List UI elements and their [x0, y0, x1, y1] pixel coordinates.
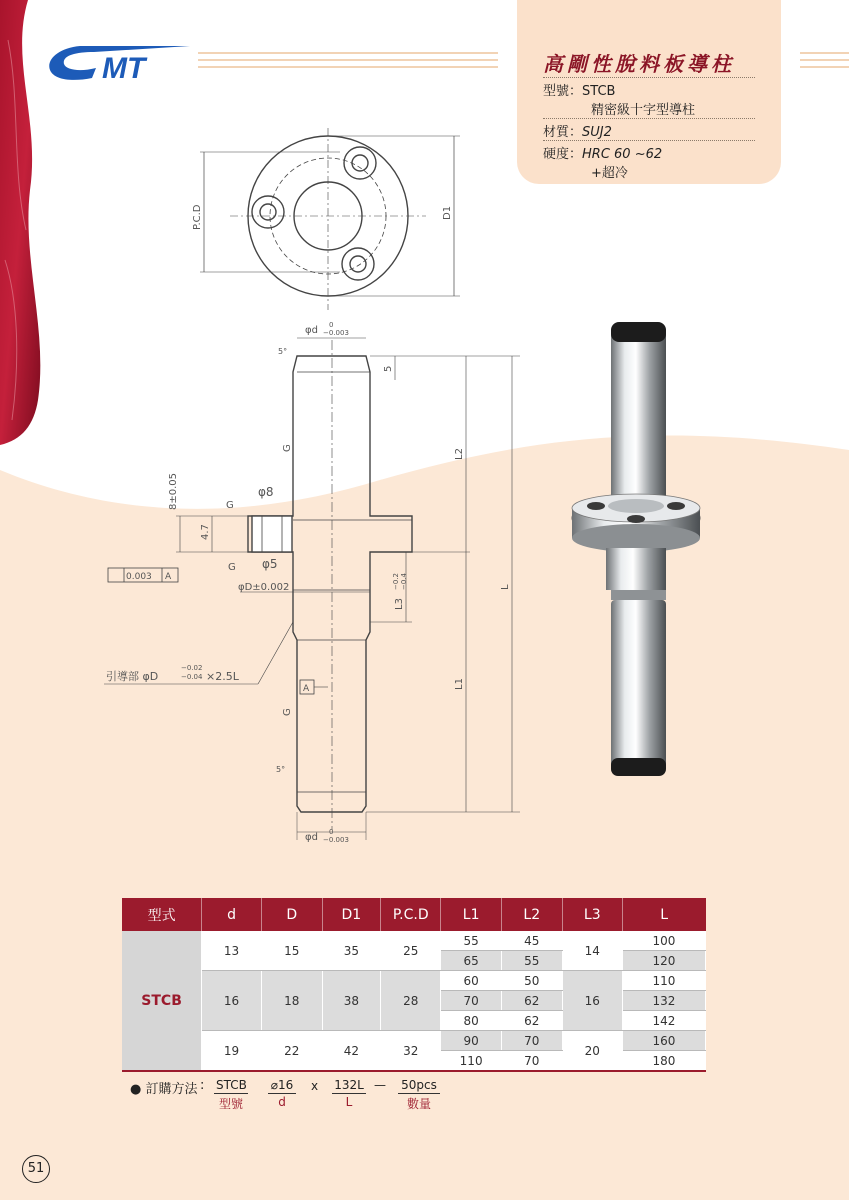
pcd-label: P.C.D [192, 204, 203, 230]
l-label: L [500, 584, 511, 590]
cell-L3: 16 [562, 971, 622, 1031]
h805-label: 8±0.05 [168, 472, 179, 510]
g-mark: G [282, 444, 293, 452]
order-item [332, 1078, 366, 1109]
d-tol-top-sup: 0 [329, 321, 334, 329]
d-tolerance-bottom: φd [305, 832, 318, 843]
brand-logo [40, 38, 190, 90]
cell-L2: 45 [501, 931, 562, 951]
order-value: 132L [332, 1078, 366, 1094]
order-sep-dash: — [374, 1078, 386, 1092]
cell-L1: 90 [441, 1031, 501, 1051]
order-value: STCB [216, 1078, 247, 1092]
order-label: ● 訂購方法 [130, 1082, 198, 1097]
order-item [268, 1078, 296, 1109]
order-caption: d [278, 1095, 286, 1109]
order-caption: 數量 [406, 1097, 431, 1111]
cell-L1: 60 [441, 971, 501, 991]
order-item [214, 1078, 248, 1112]
model-desc: 精密級十字型導柱 [591, 103, 696, 118]
l2-label: L2 [454, 448, 465, 460]
cell-d: 16 [202, 971, 262, 1031]
col-header: L [622, 898, 705, 931]
cell-D1: 42 [322, 1031, 380, 1072]
cell-d: 13 [202, 931, 262, 971]
cell-L: 132 [622, 991, 705, 1011]
material-label: 材質： [543, 125, 583, 140]
logo-text: MT [102, 52, 146, 85]
col-header: D [261, 898, 322, 931]
cell-L1: 55 [441, 931, 501, 951]
d-tol-bottom-sub: −0.003 [323, 836, 349, 844]
order-value: 50pcs [398, 1078, 440, 1094]
cell-L1: 70 [441, 991, 501, 1011]
dia5-label: φ5 [262, 557, 278, 571]
datum-A: A [303, 684, 310, 694]
product-photo [560, 315, 710, 785]
d1-label: D1 [442, 205, 453, 220]
col-header: d [202, 898, 262, 931]
cell-L: 120 [622, 951, 705, 971]
g-mark: G [228, 562, 236, 573]
cell-pcd: 25 [381, 931, 441, 971]
guide-sub: −0.04 [181, 673, 203, 681]
technical-drawing [100, 120, 540, 860]
cell-L3: 20 [562, 1031, 622, 1072]
material-row [543, 121, 612, 140]
divider [543, 140, 755, 141]
model-label: 型號： [543, 84, 583, 99]
dimension-table [122, 898, 706, 1072]
table-row [122, 1031, 706, 1051]
hardness-row [543, 143, 662, 162]
hardness-label: 硬度： [543, 147, 583, 162]
material-value: SUJ2 [582, 125, 612, 140]
col-header: P.C.D [381, 898, 441, 931]
dim-5: 5 [383, 365, 394, 372]
cell-pcd: 28 [381, 971, 441, 1031]
cell-L3: 14 [562, 931, 622, 971]
product-title: 高剛性脫料板導柱 [543, 52, 735, 76]
divider [543, 118, 755, 119]
col-header: D1 [322, 898, 380, 931]
cell-pcd: 32 [381, 1031, 441, 1072]
cell-d: 19 [202, 1031, 262, 1072]
cell-D: 15 [261, 931, 322, 971]
hardness-value: HRC 60 ~62 [582, 147, 663, 162]
cell-L: 160 [622, 1031, 705, 1051]
page-number: 51 [22, 1155, 50, 1183]
runout-value: 0.003 [126, 572, 152, 582]
col-header: L2 [501, 898, 562, 931]
table-row [122, 931, 706, 951]
col-header: L1 [441, 898, 501, 931]
divider [543, 77, 755, 78]
g-mark: G [282, 708, 293, 716]
datum-label: A [165, 572, 172, 582]
cell-L: 180 [622, 1051, 705, 1072]
model-row [543, 80, 615, 99]
type-cell: STCB [122, 931, 202, 1071]
table-row [122, 971, 706, 991]
cell-L2: 50 [501, 971, 562, 991]
col-header: 型式 [122, 898, 202, 931]
order-caption: L [345, 1095, 353, 1109]
cell-L1: 65 [441, 951, 501, 971]
order-value: ⌀16 [268, 1078, 296, 1094]
cell-L: 100 [622, 931, 705, 951]
cell-L2: 55 [501, 951, 562, 971]
cell-D1: 35 [322, 931, 380, 971]
cell-L: 110 [622, 971, 705, 991]
cell-L2: 70 [501, 1051, 562, 1072]
d-tolerance-top: φd [305, 325, 318, 336]
header-rule-left [198, 52, 498, 74]
guide-tail: ×2.5L [206, 670, 239, 683]
model-value: STCB [582, 84, 616, 99]
guide-sup: −0.02 [181, 664, 203, 672]
d-tol-bottom-sup: 0 [329, 828, 334, 836]
order-caption: 型號 [218, 1097, 243, 1111]
cell-D: 22 [261, 1031, 322, 1072]
l3-label: L3 [394, 598, 405, 610]
guide-label: 引導部 φD [106, 670, 159, 683]
col-header: L3 [562, 898, 622, 931]
l1-label: L1 [454, 678, 465, 690]
angle-bottom: 5° [276, 765, 286, 774]
cell-L2: 62 [501, 1011, 562, 1031]
cell-D: 18 [261, 971, 322, 1031]
cell-L: 142 [622, 1011, 705, 1031]
cell-L2: 62 [501, 991, 562, 1011]
dia-D-label: φD±0.002 [238, 582, 290, 593]
h47-label: 4.7 [200, 524, 211, 540]
table-header-row [122, 898, 706, 931]
order-item [398, 1078, 440, 1112]
cell-L1: 80 [441, 1011, 501, 1031]
cell-D1: 38 [322, 971, 380, 1031]
l3-tol-sup: −0.2 [392, 573, 400, 590]
cell-L2: 70 [501, 1031, 562, 1051]
order-sep-x: x [311, 1079, 319, 1093]
l3-tol-sub: −0.4 [400, 573, 408, 590]
header-rule-right [800, 52, 849, 74]
order-colon: : [200, 1078, 205, 1093]
dia8-label: φ8 [258, 485, 274, 499]
hardness-extra: +超冷 [591, 166, 628, 181]
cell-L1: 110 [441, 1051, 501, 1072]
angle-top: 5° [278, 347, 288, 356]
d-tol-top-sub: −0.003 [323, 329, 349, 337]
g-mark: G [226, 500, 234, 511]
